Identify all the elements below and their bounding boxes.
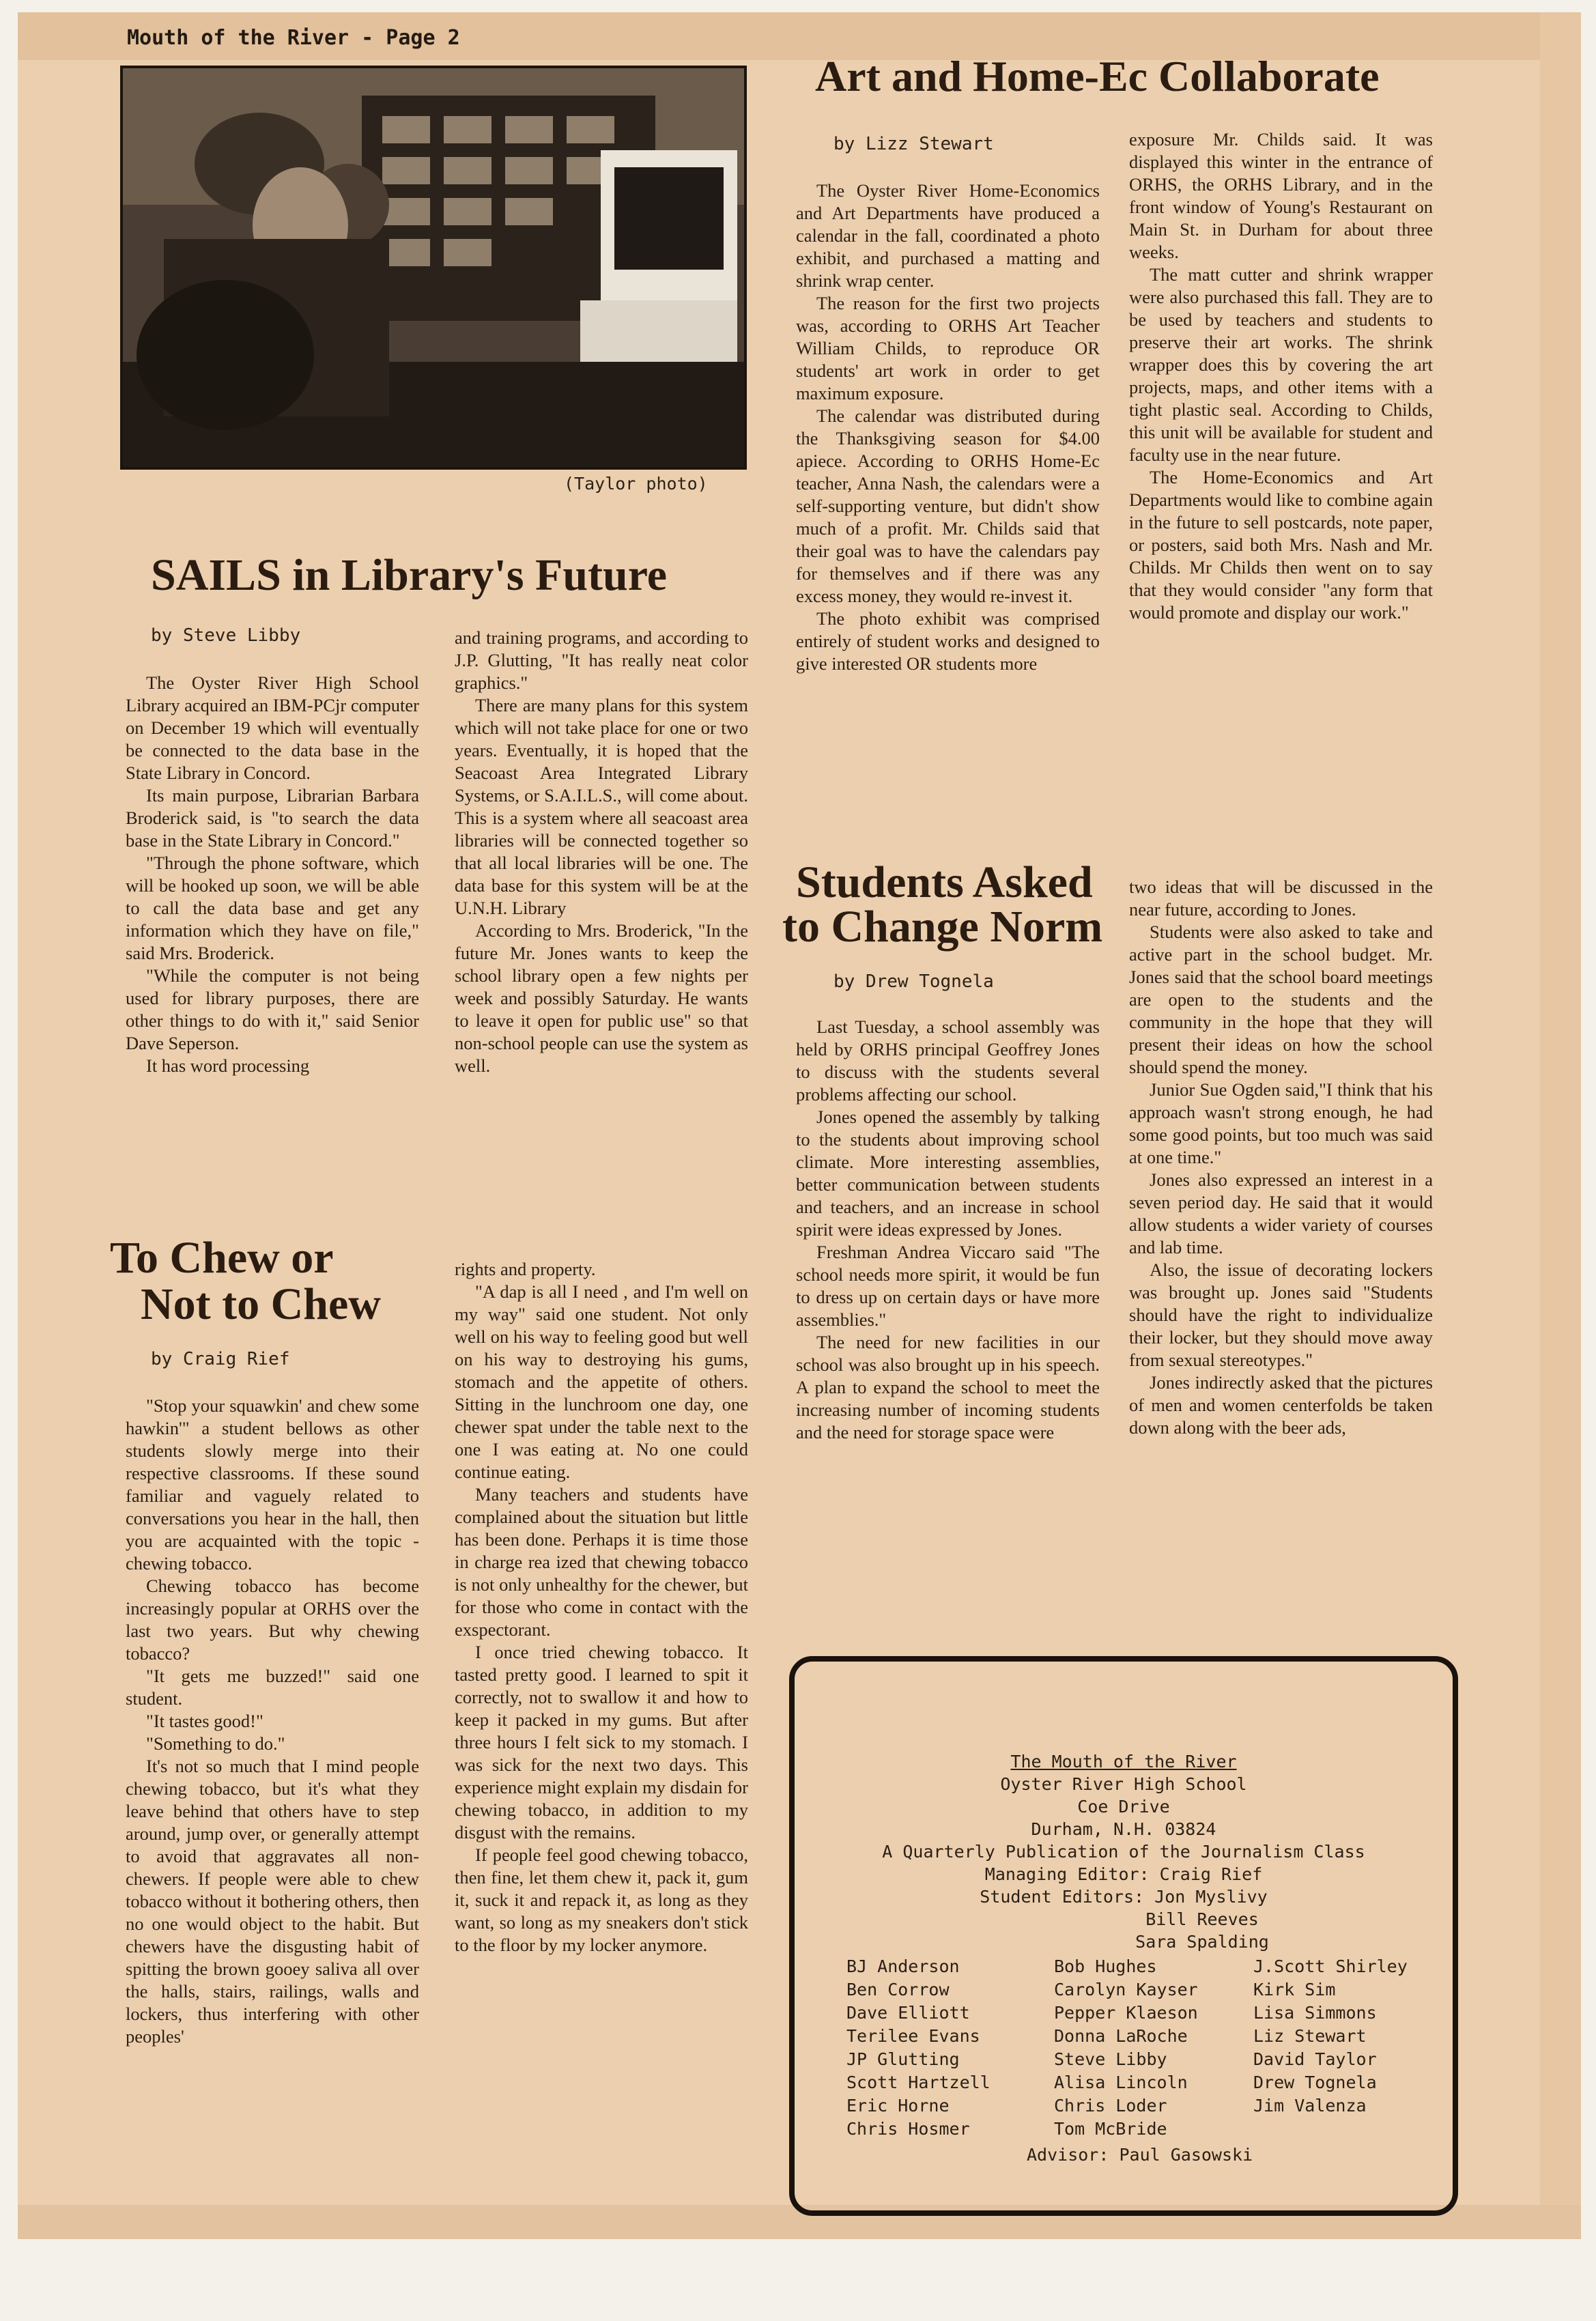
paragraph: Also, the issue of decorating lockers was brought up. Jones said "Students should have the right to individualize their locker, but they should move away from sexual stereotypes."	[1129, 1259, 1433, 1370]
paragraph: The Home-Economics and Art Departments would like to combine again in the future to sell postcards, note paper, or posters, said both Mrs. Nash and Mr. Childs. Mr Childs then went on to say that they would consider "any form that would promote and display our work."	[1129, 467, 1433, 623]
staff-name: BJ Anderson	[846, 1956, 960, 1976]
chew-headline-line-2: Not to Chew	[141, 1279, 381, 1329]
staff-name: Jim Valenza	[1253, 2096, 1367, 2116]
art-byline: by Lizz Stewart	[833, 134, 994, 154]
paragraph: "Stop your squawkin' and chew some hawkin'" a student bellows as other students slowly merge into their respective classrooms. If these sound familiar and vaguely related to conversations you hear in the hall, then you are acquainted with the topic -chewing tobacco.	[126, 1395, 419, 1574]
paragraph: Students were also asked to take and active part in the school budget. Mr. Jones said that the school board meetings are open to the students and the community in the hope that they will present their ideas on how the school should spend the money.	[1129, 922, 1433, 1077]
paragraph: The Oyster River High School Library acquired an IBM-PCjr computer on December 19 which will eventually be connected to the data base in the State Library in Concord.	[126, 672, 419, 783]
staff-name: David Taylor	[1253, 2049, 1377, 2069]
paragraph: It has word processing	[146, 1055, 310, 1076]
staff-name: Terilee Evans	[846, 2026, 980, 2046]
masthead-line: Sara Spalding	[1135, 1932, 1269, 1952]
staff-name: Liz Stewart	[1253, 2026, 1367, 2046]
masthead-title: The Mouth of the River	[1010, 1752, 1237, 1771]
staff-name: Alisa Lincoln	[1054, 2073, 1188, 2092]
masthead-box	[789, 1656, 1458, 2216]
masthead-line: Coe Drive	[1077, 1797, 1170, 1817]
sails-column-1	[126, 672, 419, 1077]
paragraph: I once tried chewing tobacco. It tasted pretty good. I learned to spit it correctly, not to swallow it and how to keep it packed in my gums. But after three hours I felt sick to my stomach. I was sick for the next two days. This experience might explain my disdain for chewing tobacco, in addition to my disgust with the remains.	[455, 1642, 748, 1842]
staff-column-1	[846, 1955, 991, 2141]
library-photo-illustration	[123, 68, 744, 467]
masthead-line: A Quarterly Publication of the Journalism Class	[882, 1842, 1365, 1862]
norm-byline: by Drew Tognela	[833, 971, 994, 992]
paragraph: The Oyster River Home-Economics and Art Departments have produced a calendar in the fall, coordinated a photo exhibit, and purchased a matting and shrink wrap center.	[796, 180, 1100, 291]
staff-name: Eric Horne	[846, 2096, 950, 2116]
chew-column-2	[455, 1258, 748, 1956]
staff-name: JP Glutting	[846, 2049, 960, 2069]
norm-column-2	[1129, 876, 1433, 1439]
norm-headline-line-2: to Change Norm	[782, 902, 1103, 952]
staff-name: J.Scott Shirley	[1253, 1956, 1408, 1976]
masthead-lines	[795, 1750, 1453, 1953]
paragraph: "Through the phone software, which will be hooked up soon, we will be able to call the data base and get any information which they have on file," said Mrs. Broderick.	[126, 853, 419, 963]
paragraph: The matt cutter and shrink wrapper were also purchased this fall. They are to be used by teachers and students to preserve their art works. The shrink wrapper does this by covering the art projects, maps, and other items with a tight plastic seal. According to Childs, this unit will be available for student and faculty use in the near future.	[1129, 264, 1433, 465]
staff-name: Dave Elliott	[846, 2003, 970, 2023]
page-stain	[1540, 12, 1581, 2239]
paragraph: The photo exhibit was comprised entirely of student works and designed to give interested OR students more	[796, 608, 1100, 674]
norm-column-1	[796, 1016, 1100, 1444]
staff-name: Carolyn Kayser	[1054, 1980, 1198, 1999]
staff-name: Tom McBride	[1054, 2119, 1167, 2139]
sails-headline: SAILS in Library's Future	[151, 550, 668, 600]
chew-column-1	[126, 1395, 419, 2048]
paragraph: "It tastes good!"	[146, 1711, 263, 1731]
sails-column-2	[455, 627, 748, 1077]
page-header: Mouth of the River - Page 2	[127, 26, 460, 50]
staff-name: Drew Tognela	[1253, 2073, 1377, 2092]
paragraph: Freshman Andrea Viccaro said "The school needs more spirit, it would be fun to dress up on certain days or have more assemblies."	[796, 1242, 1100, 1330]
staff-name: Kirk Sim	[1253, 1980, 1336, 1999]
paragraph: The need for new facilities in our school was also brought up in his speech. A plan to expand the school to meet the increasing number of incoming students and the need for storage space were	[796, 1332, 1100, 1442]
paragraph: The reason for the first two projects was, according to ORHS Art Teacher William Childs, to reproduce OR students' art work in order to get maximum exposure.	[796, 293, 1100, 403]
paragraph: two ideas that will be discussed in the near future, according to Jones.	[1129, 877, 1433, 920]
art-column-2	[1129, 128, 1433, 624]
staff-name: Scott Hartzell	[846, 2073, 991, 2092]
paragraph: Many teachers and students have complained about the situation but little has been done. Perhaps it is time those in charge rea ized that chewing tobacco is not only unhealthy for the chewer, but for those who come in contact with the exspectorant.	[455, 1484, 748, 1640]
masthead-line: Managing Editor: Craig Rief	[984, 1864, 1263, 1884]
library-photo	[120, 66, 747, 470]
photo-credit: (Taylor photo)	[564, 474, 708, 494]
paragraph: Jones opened the assembly by talking to the students about improving school climate. More interesting assemblies, better communication between students and teachers, and an increase in school spirit were ideas expressed by Jones.	[796, 1107, 1100, 1240]
masthead-line: Student Editors: Jon Myslivy	[980, 1887, 1268, 1907]
paragraph: The calendar was distributed during the Thanksgiving season for $4.00 apiece. According to ORHS Home-Ec teacher, Anna Nash, the calendars were a self-supporting venture, but didn't show much of a profit. Mr. Childs said that their goal was to have the calendars pay for themselves and if there was any excess money, they would re-invest it.	[796, 405, 1100, 606]
paragraph: and training programs, and according to J.P. Glutting, "It has really neat color graphics."	[455, 627, 748, 693]
paragraph: "Something to do."	[146, 1733, 285, 1754]
paragraph: Its main purpose, Librarian Barbara Broderick said, is "to search the data base in the State Library in Concord."	[126, 785, 419, 851]
newspaper-page	[18, 12, 1581, 2239]
staff-name: Lisa Simmons	[1253, 2003, 1377, 2023]
paragraph: There are many plans for this system which will not take place for one or two years. Eventually, it is hoped that the Seacoast Area Integrated Library Systems, or S.A.I.L.S., will come about. This is a system where all seacoast area libraries will be connected together so that all local libraries will be one. The data base for this system will be at the U.N.H. Library	[455, 695, 748, 918]
advisor-line: Advisor: Paul Gasowski	[1027, 2145, 1253, 2165]
paragraph: rights and property.	[455, 1259, 596, 1279]
art-column-1	[796, 180, 1100, 675]
paragraph: If people feel good chewing tobacco, then fine, let them chew it, pack it, gum it, suck it and repack it, as long as they want, so long as my sneakers don't stick to the floor by my locker anymore.	[455, 1845, 748, 1955]
staff-name: Bob Hughes	[1054, 1956, 1157, 1976]
norm-headline-line-1: Students Asked	[796, 857, 1093, 907]
paragraph: "A dap is all I need , and I'm well on my way" said one student. Not only well on his way to feeling good but well on his way to destroying his gums, stomach and the appetite of others. Sitting in the lunchroom one day, one chewer spat under the table next to the one I was eating at. No one could continue eating.	[455, 1281, 748, 1482]
chew-headline-line-1: To Chew or	[110, 1233, 334, 1283]
paragraph: Junior Sue Ogden said,"I think that his approach wasn't strong enough, he had some good points, but too much was said at one time."	[1129, 1079, 1433, 1167]
paragraph: According to Mrs. Broderick, "In the future Mr. Jones wants to keep the school library open a few nights per week and possibly Saturday. He wants to leave it open for public use" so that non-school people can use the system as well.	[455, 920, 748, 1076]
staff-name: Steve Libby	[1054, 2049, 1167, 2069]
staff-name: Ben Corrow	[846, 1980, 950, 1999]
chew-byline: by Craig Rief	[151, 1349, 290, 1369]
paragraph: exposure Mr. Childs said. It was displayed this winter in the entrance of ORHS, the ORHS Library, and in the front window of Young's Restaurant on Main St. in Durham for about three weeks.	[1129, 129, 1433, 262]
art-headline: Art and Home-Ec Collaborate	[815, 52, 1380, 100]
masthead-line: Oyster River High School	[1000, 1774, 1247, 1794]
masthead-line: Durham, N.H. 03824	[1031, 1819, 1216, 1839]
paragraph: Jones indirectly asked that the pictures of men and women centerfolds be taken down along with the beer ads,	[1129, 1372, 1433, 1438]
staff-name: Chris Loder	[1054, 2096, 1167, 2116]
staff-name: Donna LaRoche	[1054, 2026, 1188, 2046]
paragraph: Chewing tobacco has become increasingly popular at ORHS over the last two years. But why chewing tobacco?	[126, 1576, 419, 1664]
paragraph: "While the computer is not being used for library purposes, there are other things to do with it," said Senior Dave Seperson.	[126, 965, 419, 1053]
staff-column-3	[1253, 1955, 1408, 2118]
paragraph: "It gets me buzzed!" said one student.	[126, 1666, 419, 1709]
staff-name: Chris Hosmer	[846, 2119, 970, 2139]
paragraph: It's not so much that I mind people chewing tobacco, but it's what they leave behind that others have to step around, jump over, or generally attempt to avoid that aggravates all non-chewers. If people were able to chew tobacco without it bothering others, then no one would object to the habit. But chewers have the disgusting habit of spitting the brown gooey saliva all over the halls, stairs, railings, walls and lockers, thus interfering with other peoples'	[126, 1756, 419, 2047]
masthead-line: Bill Reeves	[1145, 1909, 1259, 1929]
paragraph: Last Tuesday, a school assembly was held by ORHS principal Geoffrey Jones to discuss with the students several problems affecting our school.	[796, 1016, 1100, 1105]
paragraph: Jones also expressed an interest in a seven period day. He said that it would allow students a wider variety of courses and lab time.	[1129, 1169, 1433, 1257]
sails-byline: by Steve Libby	[151, 625, 301, 646]
staff-column-2	[1054, 1955, 1198, 2141]
staff-name: Pepper Klaeson	[1054, 2003, 1198, 2023]
